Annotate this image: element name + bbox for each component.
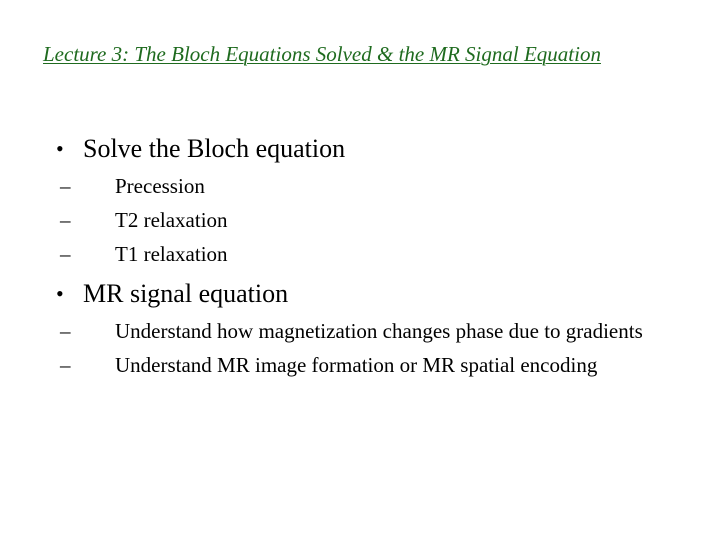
subitem-t1-relaxation <box>60 240 676 269</box>
dash-icon: – <box>60 319 71 343</box>
subitem-text: Understand how magnetization changes phase due to gradients <box>115 319 643 343</box>
dash-icon: – <box>60 208 71 232</box>
dash-icon: – <box>60 174 71 198</box>
bullet-mr-signal <box>56 277 676 311</box>
dash-icon: – <box>60 242 71 266</box>
slide-title: Lecture 3: The Bloch Equations Solved & the MR Signal Equation <box>43 42 601 66</box>
bullet-list <box>56 132 676 385</box>
sublist-mr-signal <box>60 317 676 380</box>
subitem-phase-gradients <box>60 317 676 346</box>
bullet-text: Solve the Bloch equation <box>83 134 346 163</box>
subitem-text: Precession <box>115 174 205 198</box>
sublist-solve-bloch <box>60 172 676 269</box>
dash-icon: – <box>60 353 71 377</box>
bullet-solve-bloch <box>56 132 676 166</box>
subitem-image-formation <box>60 351 676 380</box>
subitem-t2-relaxation <box>60 206 676 235</box>
bullet-icon: • <box>56 281 64 306</box>
subitem-precession <box>60 172 676 201</box>
bullet-text: MR signal equation <box>83 279 289 308</box>
subitem-text: Understand MR image formation or MR spatial encoding <box>115 353 598 377</box>
bullet-icon: • <box>56 136 64 161</box>
subitem-text: T1 relaxation <box>115 242 228 266</box>
subitem-text: T2 relaxation <box>115 208 228 232</box>
